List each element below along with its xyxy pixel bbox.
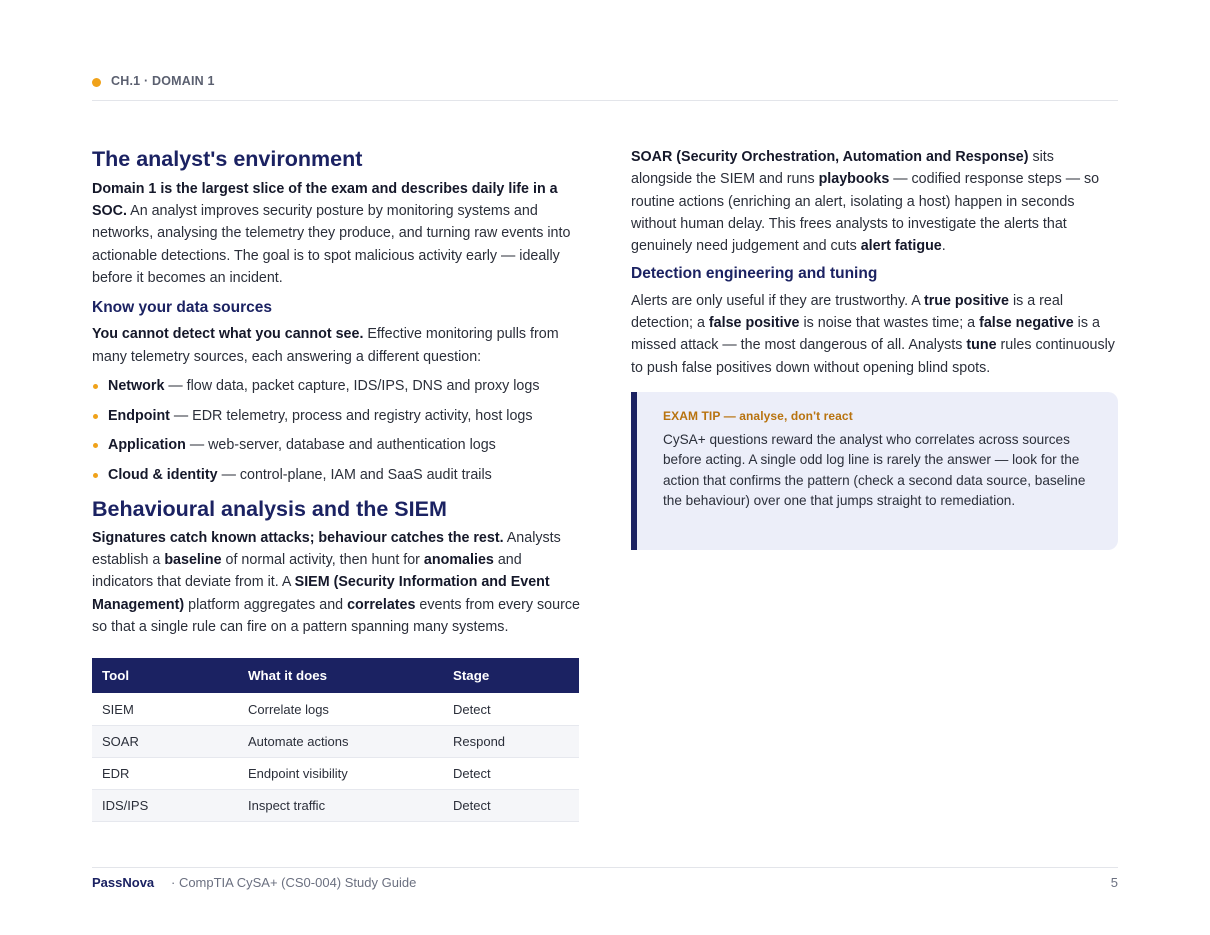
term-correlates: correlates [347,596,416,613]
term-siem: SIEM (Security Information and Event Management) [92,574,550,613]
detection-paragraph [631,290,1119,379]
detection-text: is noise that wastes time; a [799,314,980,331]
column-header: Stage [443,658,579,693]
table-cell: Detect [443,693,579,725]
bullet-dot-icon [93,384,98,389]
term-anomalies: anomalies [423,552,494,569]
term-alert-fatigue: alert fatigue [860,238,942,255]
sources-lead: You cannot detect what you cannot see. [92,326,364,343]
behaviour-lead: Signatures catch known attacks; behaviour catches the rest. [92,529,504,546]
section-title-behavioural: Behavioural analysis and the SIEM [92,497,447,522]
list-item [92,405,580,435]
sources-paragraph [92,323,580,368]
detection-text: is a real detection; a [631,292,1064,331]
table-cell: Respond [443,725,579,757]
bullet-term: Cloud & identity [108,466,218,483]
chapter-dot-icon [92,78,101,87]
table-cell: Detect [443,757,579,789]
chapter-label: CH.1 · DOMAIN 1 [111,74,215,88]
table-cell: Endpoint visibility [238,757,443,789]
right-column [631,146,1119,379]
page-footer [92,867,1118,897]
behaviour-text: Analysts establish a [92,529,561,569]
table-cell: Automate actions [238,725,443,757]
exam-tip-body: CySA+ questions reward the analyst who correlates across sources before acting. A single odd log line is rarely the answer — look for the action that confirms the pattern (check a second data source, baseline the behaviour) over one that jumps straight to remediation. [663,432,1086,508]
table-cell: Correlate logs [238,693,443,725]
table-row [92,757,579,789]
page-number: 5 [1110,875,1118,890]
soar-text: — codified response steps — so routine actions (enriching an alert, isolating a host) happen in seconds without human delay. This frees analysts to investigate the alerts that genuinely need judgement and cuts [631,171,1100,255]
detection-text: is a missed attack — the most dangerous of all. Analysts [631,314,1100,354]
bullet-term: Endpoint [108,407,170,424]
footer-guide-title: · CompTIA CySA+ (CS0-004) Study Guide [171,875,417,890]
bullet-dot-icon [93,414,98,419]
exam-tip-callout [631,392,1118,550]
table-cell: SIEM [92,693,238,725]
data-source-list [92,375,580,493]
term-playbooks: playbooks [818,171,890,188]
list-item [92,434,580,464]
sources-text: Effective monitoring pulls from many telemetry sources, each answering a different question: [92,326,559,365]
table-cell: Detect [443,789,579,821]
soar-text: sits alongside the SIEM and runs [631,149,1054,188]
page-header [92,74,1118,101]
column-header: Tool [92,658,238,693]
bullet-desc: — web-server, database and authentication logs [185,437,496,454]
intro-text: An analyst improves security posture by monitoring systems and networks, analysing the telemetry they produce, and turning raw events into actionable detections. The goal is to spot malicious activity early — ideally before it becomes an incident. [92,203,571,286]
term-false-negative: false negative [979,314,1074,331]
tools-table [92,658,579,822]
section-title-environment: The analyst's environment [92,147,363,171]
table-header-row [92,658,579,693]
detection-text: Alerts are only useful if they are trustworthy. A [631,292,924,309]
table-cell: Inspect traffic [238,789,443,821]
bullet-desc: — control-plane, IAM and SaaS audit trails [217,466,492,483]
term-baseline: baseline [164,552,222,569]
soar-paragraph [631,146,1119,257]
exam-tip-title: EXAM TIP — analyse, don't react [663,409,853,423]
behaviour-text: of normal activity, then hunt for [221,552,424,569]
intro-lead: Domain 1 is the largest slice of the exam and describes daily life in a SOC. [92,180,558,220]
bullet-term: Network [108,378,165,395]
bullet-dot-icon [93,473,98,478]
subsection-title-data-sources: Know your data sources [92,299,273,317]
term-soar: SOAR (Security Orchestration, Automation and Response) [631,149,1029,165]
term-true-positive: true positive [923,292,1009,309]
bullet-term: Application [108,437,186,454]
table-cell: IDS/IPS [92,789,238,821]
table-row [92,789,579,821]
table-row [92,725,579,757]
left-column [92,146,580,822]
bullet-desc: — EDR telemetry, process and registry activity, host logs [169,407,533,424]
behaviour-text: platform aggregates and [184,596,348,613]
detection-text: rules continuously to push false positives down without opening blind spots. [631,337,1115,376]
term-tune: tune [966,337,997,354]
bullet-desc: — flow data, packet capture, IDS/IPS, DNS and proxy logs [164,378,540,395]
intro-paragraph [92,178,580,289]
footer-brand: PassNova [92,875,155,890]
behaviour-text: events from every source so that a single rule can fire on a pattern spanning many systems. [92,596,580,635]
list-item [92,464,580,494]
table-cell: SOAR [92,725,238,757]
subsection-title-detection: Detection engineering and tuning [631,265,878,283]
table-cell: EDR [92,757,238,789]
column-header: What it does [238,658,443,693]
behaviour-paragraph [92,527,580,638]
list-item [92,375,580,405]
bullet-dot-icon [93,443,98,448]
term-false-positive: false positive [708,314,800,331]
behaviour-text: and indicators that deviate from it. A [92,552,522,591]
table-row [92,693,579,725]
soar-text: . [941,238,946,255]
